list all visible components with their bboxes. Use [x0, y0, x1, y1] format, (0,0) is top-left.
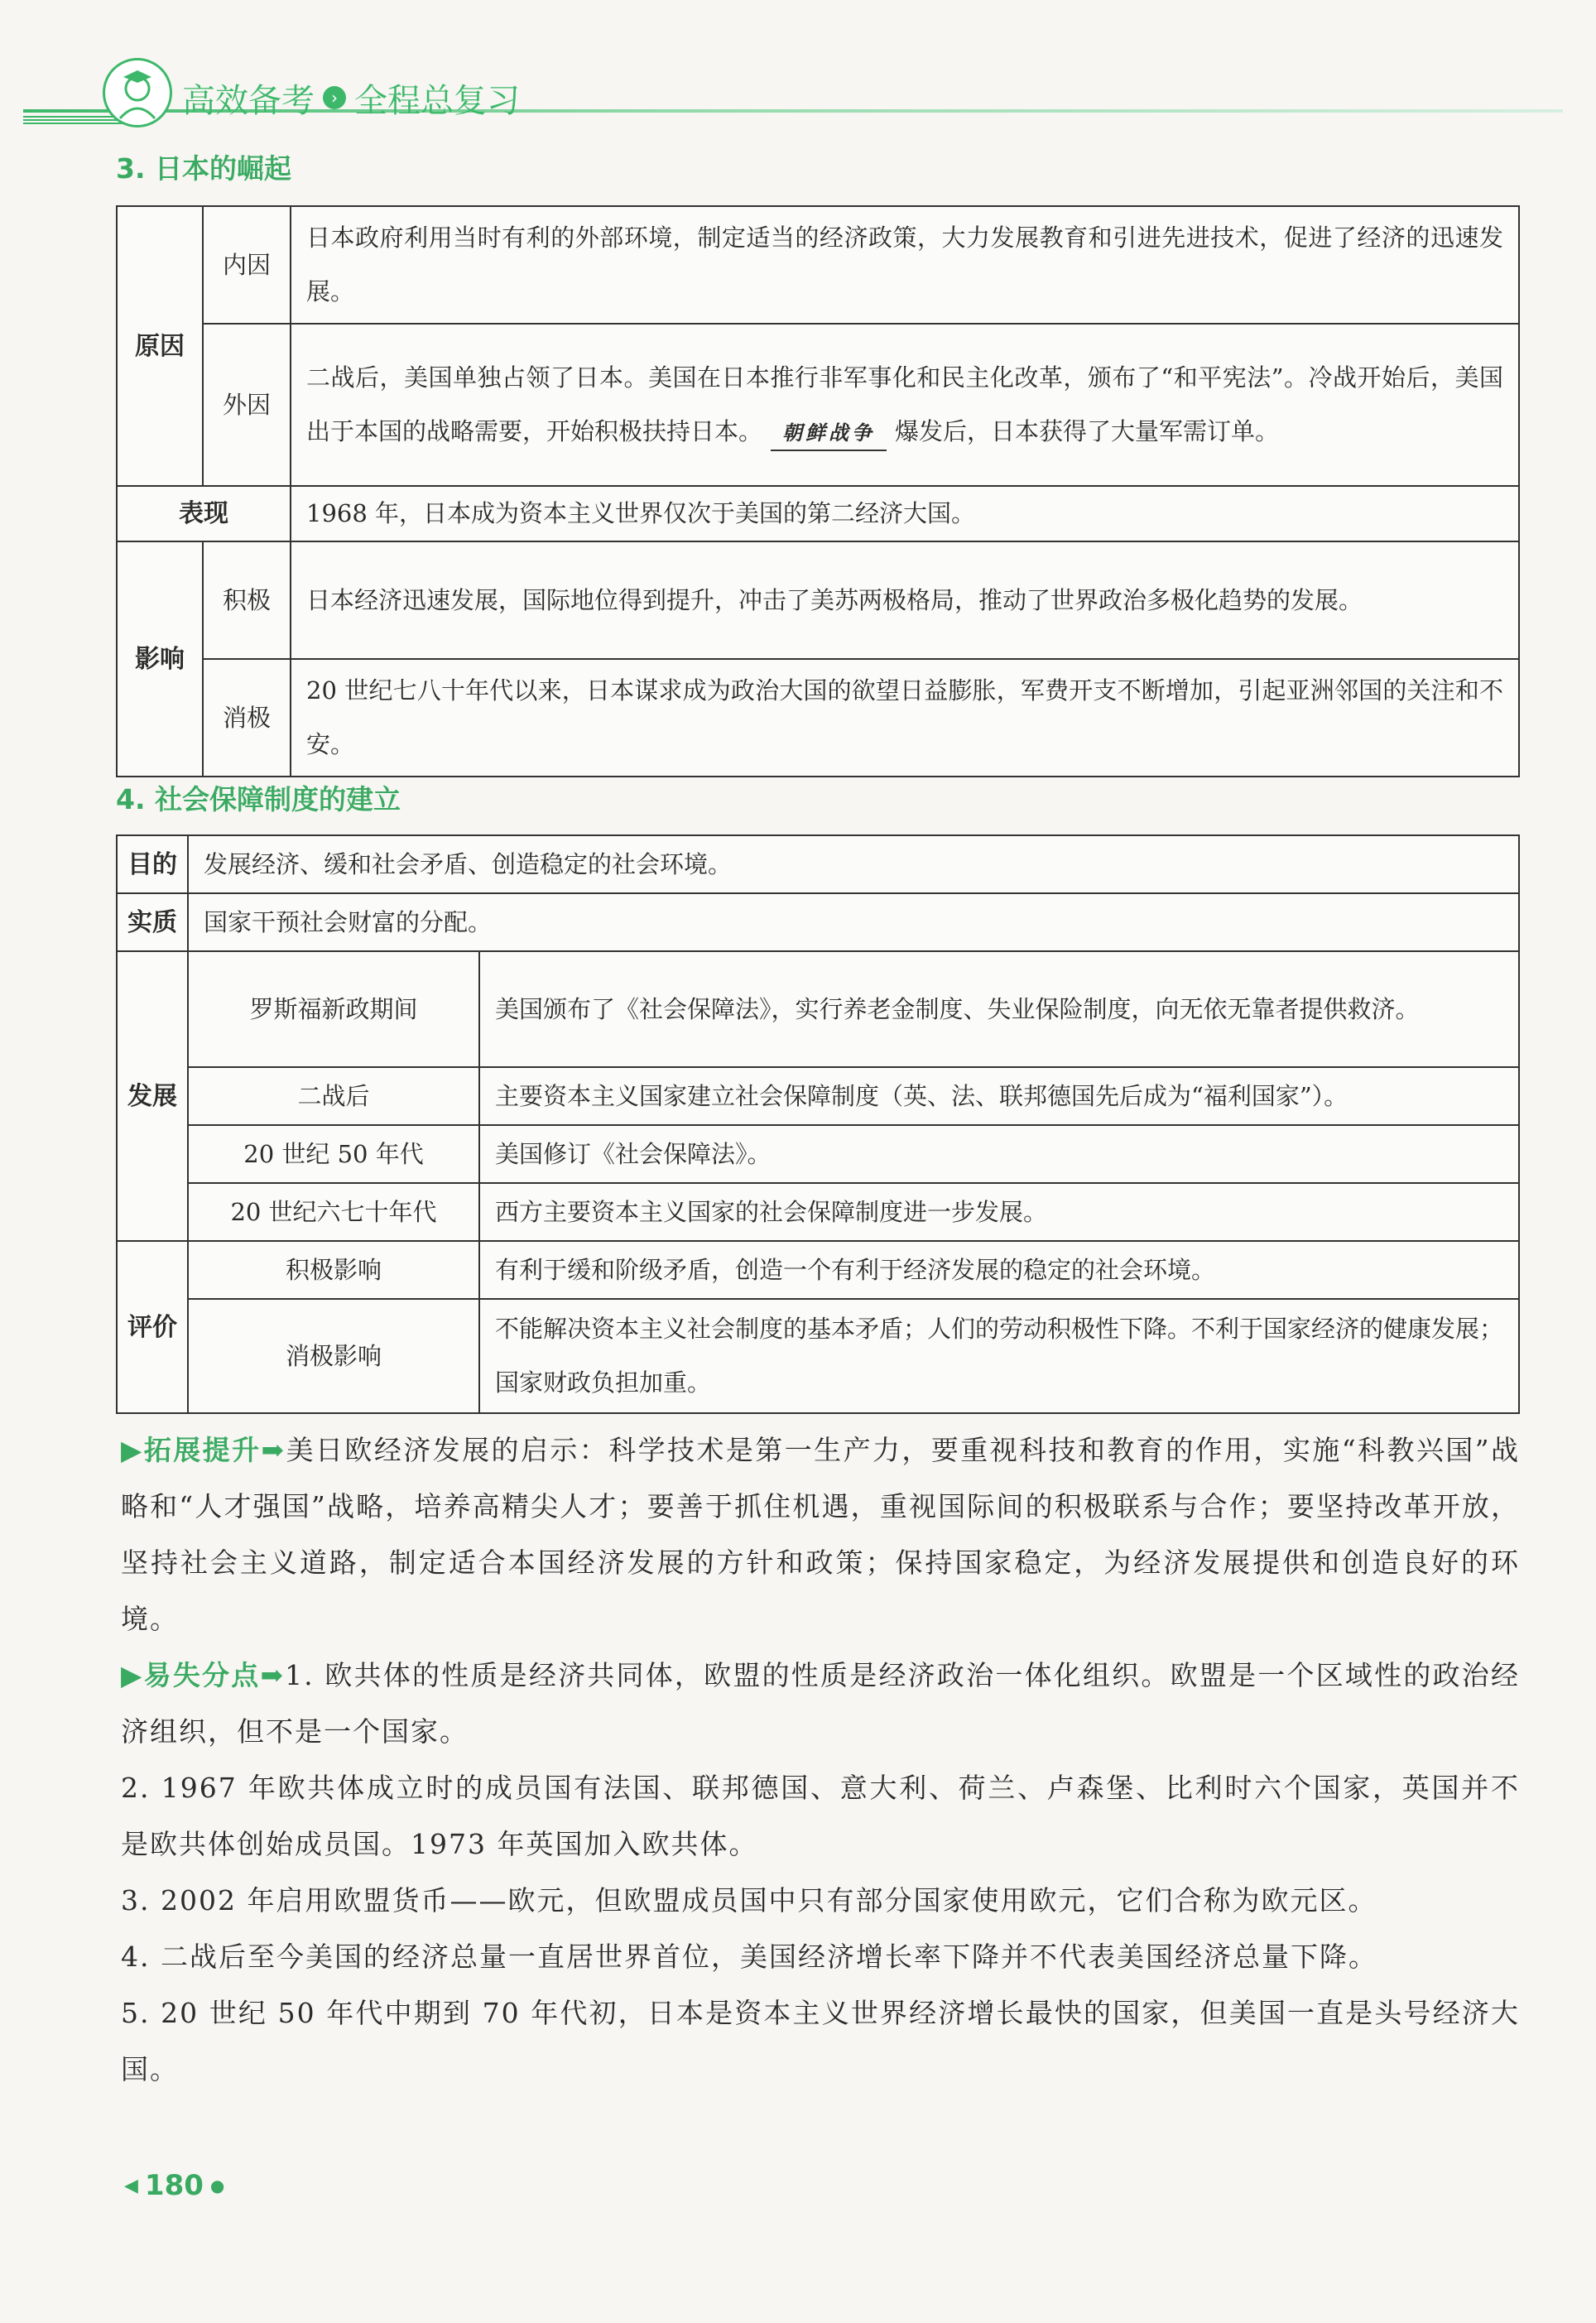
- social-security-table: [116, 834, 1520, 1414]
- triangle-left-icon: ◀: [124, 2175, 138, 2196]
- performance-text: 1968 年，日本成为资本主义世界仅次于美国的第二经济大国。: [291, 486, 1519, 541]
- row-label-performance: 表现: [117, 486, 291, 541]
- extension-block: [121, 1422, 1520, 1647]
- arrow-right-icon: ➡: [261, 1434, 286, 1466]
- essence-text: 国家干预社会财富的分配。: [188, 893, 1519, 951]
- extension-text: 美日欧经济发展的启示：科学技术是第一生产力，要重视科技和教育的作用，实施“科教兴国”战略和“人才强国”战略，培养高精尖人才；要善于抓住机遇，重视国际间的积极联系与合作；要坚持改革开放，坚持社会主义道路，制定适合本国经济发展的方针和政策；保持国家稳定，为经济发展提供和创造良好的环境。: [121, 1434, 1520, 1635]
- header-title: [182, 73, 520, 123]
- row-label-development: 发展: [117, 951, 188, 1241]
- triangle-right-icon: ▶: [121, 1434, 144, 1466]
- handwritten-answer: 朝鲜战争: [771, 416, 887, 451]
- development-text: 西方主要资本主义国家的社会保障制度进一步发展。: [479, 1183, 1519, 1241]
- development-text: 美国颁布了《社会保障法》，实行养老金制度、失业保险制度，向无依无靠者提供救济。: [479, 951, 1519, 1067]
- row-label-impact: 影响: [117, 541, 203, 777]
- row-label-purpose: 目的: [117, 835, 188, 893]
- evaluation-text: 有利于缓和阶级矛盾，创造一个有利于经济发展的稳定的社会环境。: [479, 1241, 1519, 1299]
- student-mascot-icon: [103, 58, 172, 127]
- arrow-right-icon: ➡: [260, 1659, 286, 1691]
- external-cause-cell: [291, 324, 1519, 486]
- external-cause-text-after: 爆发后，日本获得了大量军需订单。: [895, 417, 1280, 445]
- pitfalls-block: [121, 1647, 1520, 2098]
- pitfall-item: 4. 二战后至今美国的经济总量一直居世界首位，美国经济增长率下降并不代表美国经济总量下降。: [121, 1941, 1377, 1973]
- development-text: 主要资本主义国家建立社会保障制度（英、法、联邦德国先后成为“福利国家”）。: [479, 1067, 1519, 1125]
- dot-icon: ●: [209, 2176, 225, 2196]
- section-4-title: 4. 社会保障制度的建立: [116, 783, 401, 815]
- brand-label: 高效备考: [182, 81, 315, 120]
- pitfall-item: 3. 2002 年启用欧盟货币——欧元，但欧盟成员国中只有部分国家使用欧元，它们合称为欧元区。: [121, 1884, 1377, 1917]
- pitfall-item: [121, 1647, 1520, 1760]
- triangle-right-icon: ▶: [121, 1659, 144, 1691]
- purpose-text: 发展经济、缓和社会矛盾、创造稳定的社会环境。: [188, 835, 1519, 893]
- row-label-evaluation: 评价: [117, 1241, 188, 1413]
- evaluation-kind: 积极影响: [188, 1241, 479, 1299]
- page-number-text: 180: [144, 2169, 204, 2202]
- pitfall-item: 2. 1967 年欧共体成立时的成员国有法国、联邦德国、意大利、荷兰、卢森堡、比利时六个国家，英国并不是欧共体创始成员国。1973 年英国加入欧共体。: [121, 1772, 1520, 1860]
- evaluation-kind: 消极影响: [188, 1299, 479, 1413]
- pitfall-text: 1. 欧共体的性质是经济共同体，欧盟的性质是经济政治一体化组织。欧盟是一个区域性的政治经济组织，但不是一个国家。: [121, 1659, 1521, 1748]
- page-number: [124, 2169, 224, 2202]
- pitfall-item: 5. 20 世纪 50 年代中期到 70 年代初，日本是资本主义世界经济增长最快的国家，但美国一直是头号经济大国。: [121, 1997, 1520, 2085]
- pitfalls-tag: 易失分点: [143, 1659, 261, 1691]
- external-cause-text: 二战后，美国单独占领了日本。美国在日本推行非军事化和民主化改革，颁布了“和平宪法”。冷战开始后，美国出于本国的战略需要，开始积极扶持日本。: [306, 363, 1503, 445]
- development-period: 20 世纪六七十年代: [188, 1183, 479, 1241]
- row-label-essence: 实质: [117, 893, 188, 951]
- series-label: 全程总复习: [354, 81, 520, 120]
- sub-label-positive: 积极: [203, 541, 291, 659]
- extension-tag: 拓展提升: [143, 1434, 262, 1466]
- negative-impact-text: 20 世纪七八十年代以来，日本谋求成为政治大国的欲望日益膨胀，军费开支不断增加，引起亚洲邻国的关注和不安。: [291, 659, 1519, 777]
- sub-label-internal: 内因: [203, 206, 291, 324]
- development-period: 20 世纪 50 年代: [188, 1125, 479, 1183]
- internal-cause-text: 日本政府利用当时有利的外部环境，制定适当的经济政策，大力发展教育和引进先进技术，促进了经济的迅速发展。: [291, 206, 1519, 324]
- development-period: 罗斯福新政期间: [188, 951, 479, 1067]
- positive-impact-text: 日本经济迅速发展，国际地位得到提升，冲击了美苏两极格局，推动了世界政治多极化趋势的发展。: [291, 541, 1519, 659]
- sub-label-external: 外因: [203, 324, 291, 486]
- development-text: 美国修订《社会保障法》。: [479, 1125, 1519, 1183]
- row-label-reason: 原因: [117, 206, 203, 486]
- development-period: 二战后: [188, 1067, 479, 1125]
- chevron-right-icon: ›: [323, 86, 346, 109]
- sub-label-negative: 消极: [203, 659, 291, 777]
- japan-rise-table: [116, 205, 1520, 777]
- section-3-title: 3. 日本的崛起: [116, 152, 291, 185]
- page-header: [23, 40, 1563, 131]
- evaluation-text: 不能解决资本主义社会制度的基本矛盾；人们的劳动积极性下降。不利于国家经济的健康发展；国家财政负担加重。: [479, 1299, 1519, 1413]
